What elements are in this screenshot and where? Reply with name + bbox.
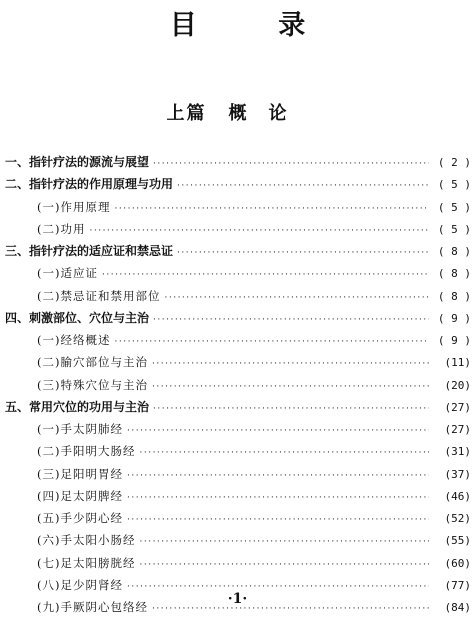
toc-entry-label: (一)手太阴肺经 [37,422,123,436]
toc-entry-page: ( 8 ) [437,289,471,303]
toc-section-entry[interactable] [5,285,471,307]
toc-entry-label: (一)经络概述 [37,333,111,347]
part-heading [0,100,475,128]
dot-leader [177,175,429,197]
toc-entry-label: (一)作用原理 [37,199,111,214]
toc-section-entry[interactable] [5,262,471,284]
toc-entry-page: (37) [444,467,471,481]
dot-leader [102,264,429,286]
toc-entry-page: (46) [444,489,471,503]
toc-entry-label: 一、指针疗法的源流与展望 [5,155,150,169]
dot-leader [177,242,429,264]
toc-entry-label: (三)特殊穴位与主治 [37,377,148,392]
toc-entry-label: 五、常用穴位的功用与主治 [5,399,150,414]
toc-entry-page: (27) [444,400,471,414]
toc-entry-page: (52) [444,512,471,525]
part-label: 上篇 [166,103,207,124]
dot-leader [114,331,429,353]
toc-entry-page: (27) [444,423,471,436]
toc-section-entry[interactable] [5,552,471,574]
toc-section-entry[interactable] [5,529,471,551]
table-of-contents [5,151,471,618]
toc-entry-label: (二)腧穴部位与主治 [37,355,148,370]
toc-section-entry[interactable] [5,329,471,351]
toc-entry-page: (20) [444,378,471,392]
toc-chapter-entry[interactable] [5,151,471,173]
dot-leader [139,442,429,464]
page-number: ·1· [227,591,248,607]
toc-entry-page: (31) [444,445,471,459]
toc-section-entry[interactable] [5,463,471,485]
toc-entry-page: ( 5 ) [437,200,471,214]
toc-chapter-entry[interactable] [5,307,471,329]
toc-entry-page: ( 5 ) [437,178,471,192]
toc-entry-page: (55) [444,534,471,548]
toc-entry-page: ( 8 ) [437,245,471,258]
toc-entry-page: (77) [444,578,471,592]
dot-leader [127,487,429,509]
dot-leader [89,220,429,242]
dot-leader [139,531,429,553]
toc-section-entry[interactable] [5,351,471,373]
toc-entry-label: (九)手厥阴心包络经 [37,600,148,614]
dot-leader [127,509,429,531]
dot-leader [114,198,429,220]
dot-leader [139,554,429,576]
toc-entry-label: 四、刺激部位、穴位与主治 [5,310,150,325]
toc-chapter-entry[interactable] [5,240,471,262]
dot-leader [152,376,429,398]
toc-entry-label: 二、指针疗法的作用原理与功用 [5,177,174,192]
toc-entry-page: (11) [444,356,471,370]
toc-section-entry[interactable] [5,196,471,218]
toc-entry-label: (二)禁忌证和禁用部位 [37,288,161,303]
toc-entry-label: 三、指针疗法的适应证和禁忌证 [5,244,174,258]
toc-entry-page: (84) [444,601,471,614]
toc-entry-page: ( 2 ) [437,156,471,169]
toc-entry-page: ( 9 ) [437,334,471,347]
page-title: 目 录 [169,10,342,41]
dot-leader [127,465,429,487]
toc-entry-page: ( 5 ) [437,222,471,236]
dot-leader [153,309,429,331]
toc-entry-label: (二)手阳明大肠经 [37,444,136,459]
toc-section-entry[interactable] [5,485,471,507]
toc-entry-label: (五)手少阴心经 [37,511,123,525]
dot-leader [152,353,429,375]
toc-chapter-entry[interactable] [5,396,471,418]
toc-entry-page: ( 9 ) [437,311,471,325]
toc-entry-page: ( 8 ) [437,267,471,281]
toc-section-entry[interactable] [5,418,471,440]
toc-section-entry[interactable] [5,218,471,240]
toc-section-entry[interactable] [5,440,471,462]
dot-leader [153,153,429,175]
part-name: 概论 [228,103,309,124]
toc-section-entry[interactable] [5,507,471,529]
dot-leader [127,420,429,442]
toc-entry-label: (四)足太阴脾经 [37,488,123,503]
toc-entry-label: (七)足太阳膀胱经 [37,555,136,570]
toc-entry-label: (二)功用 [37,221,86,236]
toc-chapter-entry[interactable] [5,173,471,195]
toc-entry-label: (八)足少阴肾经 [37,577,123,592]
toc-entry-page: (60) [444,556,471,570]
toc-entry-label: (一)适应证 [37,266,98,281]
toc-entry-label: (六)手太阳小肠经 [37,533,136,548]
toc-entry-label: (三)足阳明胃经 [37,466,123,481]
dot-leader [153,398,429,420]
dot-leader [164,287,429,309]
toc-section-entry[interactable] [5,374,471,396]
